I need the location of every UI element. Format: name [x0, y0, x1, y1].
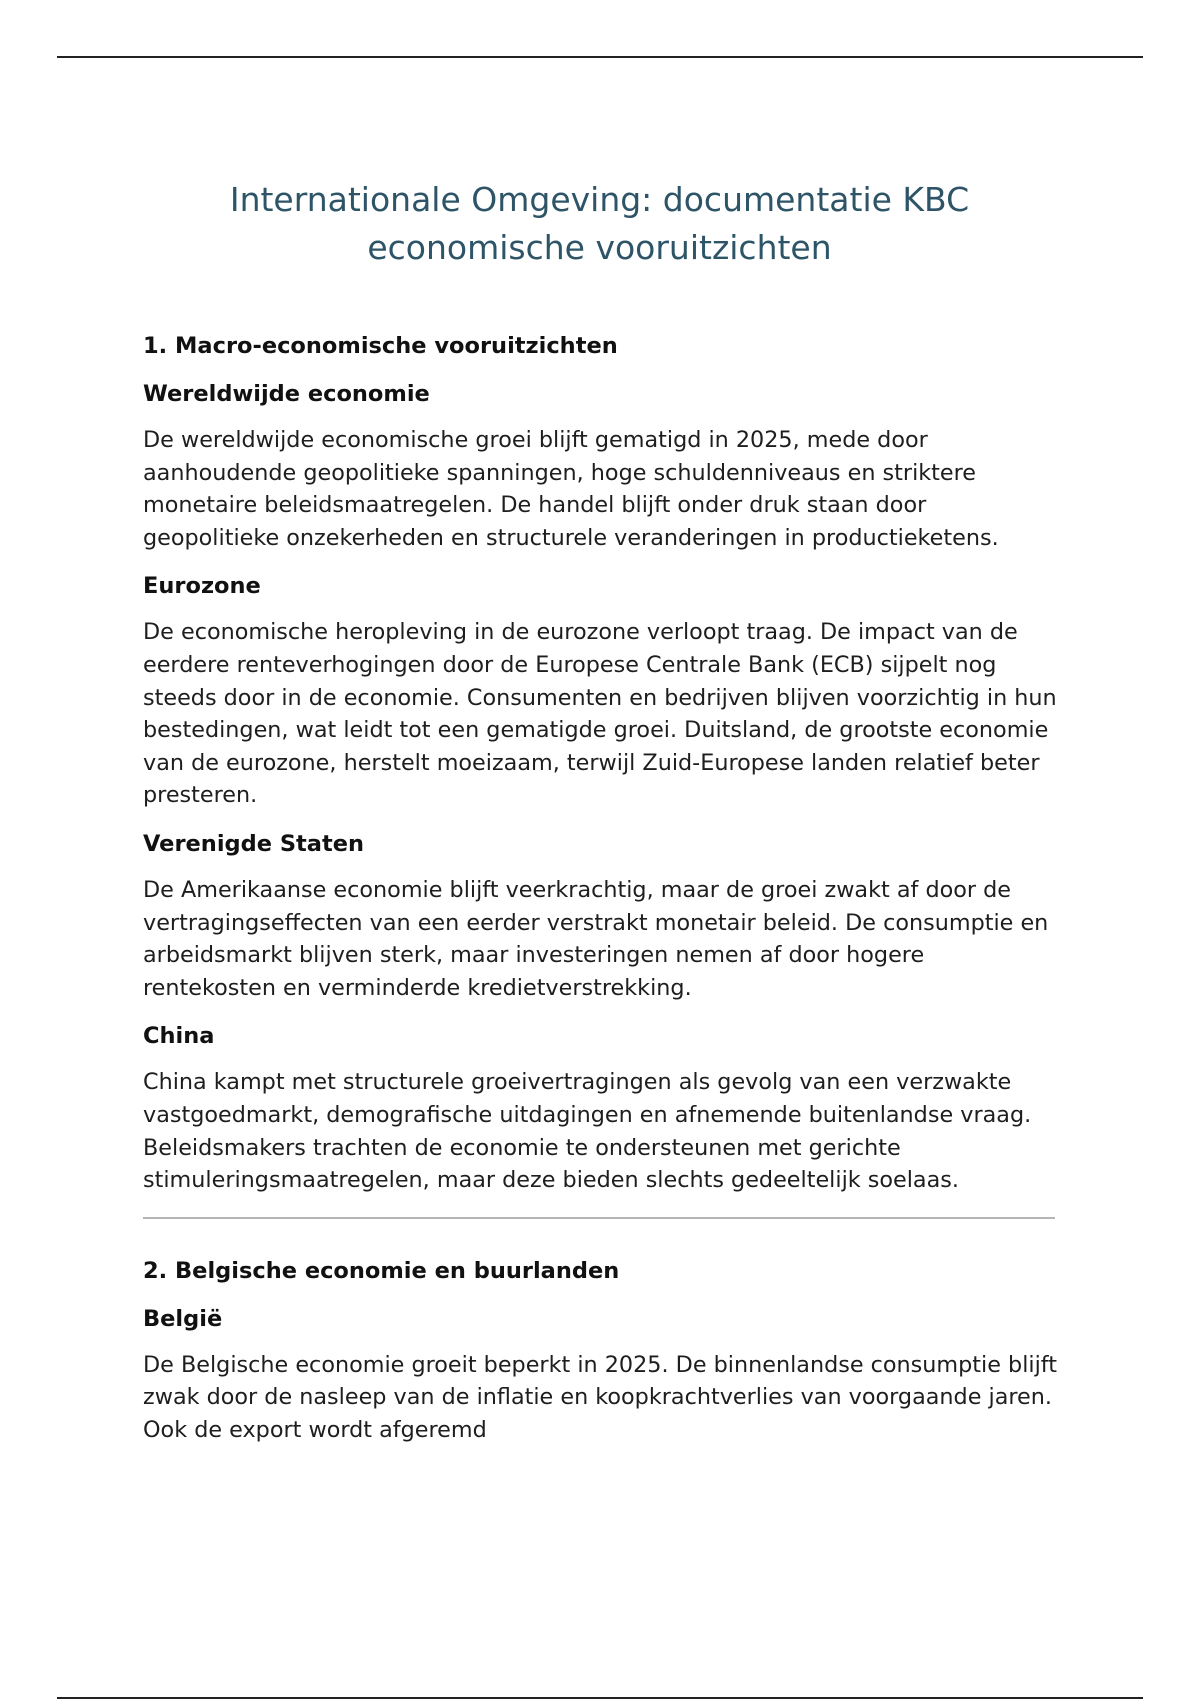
paragraph-eurozone: De economische heropleving in de eurozone verloopt traag. De impact van de eerdere renteverhogingen door de Europese Centrale Bank (ECB) sijpelt nog steeds door in de economie. Consumenten en bedrijven blijven voorzichtig in hun bestedingen, wat leidt tot een gematigde groei. Duitsland, de grootste economie van de eurozone, herstelt moeizaam, terwijl Zuid-Europese landen relatief beter presteren.	[143, 619, 1057, 809]
page-top-rule	[57, 56, 1143, 58]
paragraph-wereldwijde-economie: De wereldwijde economische groei blijft gematigd in 2025, mede door aanhoudende geopolitieke spanningen, hoge schuldenniveaus en striktere monetaire beleidsmaatregelen. De handel blijft onder druk staan door geopolitieke onzekerheden en structurele veranderingen in productieketens.	[143, 427, 999, 551]
page-bottom-rule	[57, 1697, 1143, 1699]
subheading-verenigde-staten: Verenigde Staten	[143, 830, 365, 857]
section-heading-belgie: 2. Belgische economie en buurlanden	[143, 1257, 620, 1284]
subheading-eurozone: Eurozone	[143, 573, 261, 600]
document-title: Internationale Omgeving: documentatie KBC economische vooruitzichten	[229, 180, 970, 267]
paragraph-verenigde-staten: De Amerikaanse economie blijft veerkrachtig, maar de groei zwakt af door de vertragingseffecten van een eerder verstrakt monetair beleid. De consumptie en arbeidsmarkt blijven sterk, maar investeringen nemen af door hogere rentekosten en verminderde kredietverstrekking.	[143, 876, 1049, 1001]
subheading-belgie: België	[143, 1305, 223, 1332]
subheading-wereldwijde-economie: Wereldwijde economie	[143, 381, 430, 407]
paragraph-china: China kampt met structurele groeivertragingen als gevolg van een verzwakte vastgoedmarkt, demografische uitdagingen en afnemende buitenlandse vraag. Beleidsmakers trachten de economie te ondersteunen met gerichte stimuleringsmaatregelen, maar deze bieden slechts gedeeltelijk soelaas.	[143, 1069, 1032, 1194]
document-body	[143, 330, 1063, 1446]
section-heading-macro: 1. Macro-economische vooruitzichten	[143, 333, 618, 359]
subheading-china: China	[143, 1023, 215, 1050]
paragraph-belgie: De Belgische economie groeit beperkt in 2025. De binnenlandse consumptie blijft zwak door de nasleep van de inflatie en koopkrachtverlies van voorgaande jaren. Ook de export wordt afgeremd	[143, 1351, 1057, 1443]
